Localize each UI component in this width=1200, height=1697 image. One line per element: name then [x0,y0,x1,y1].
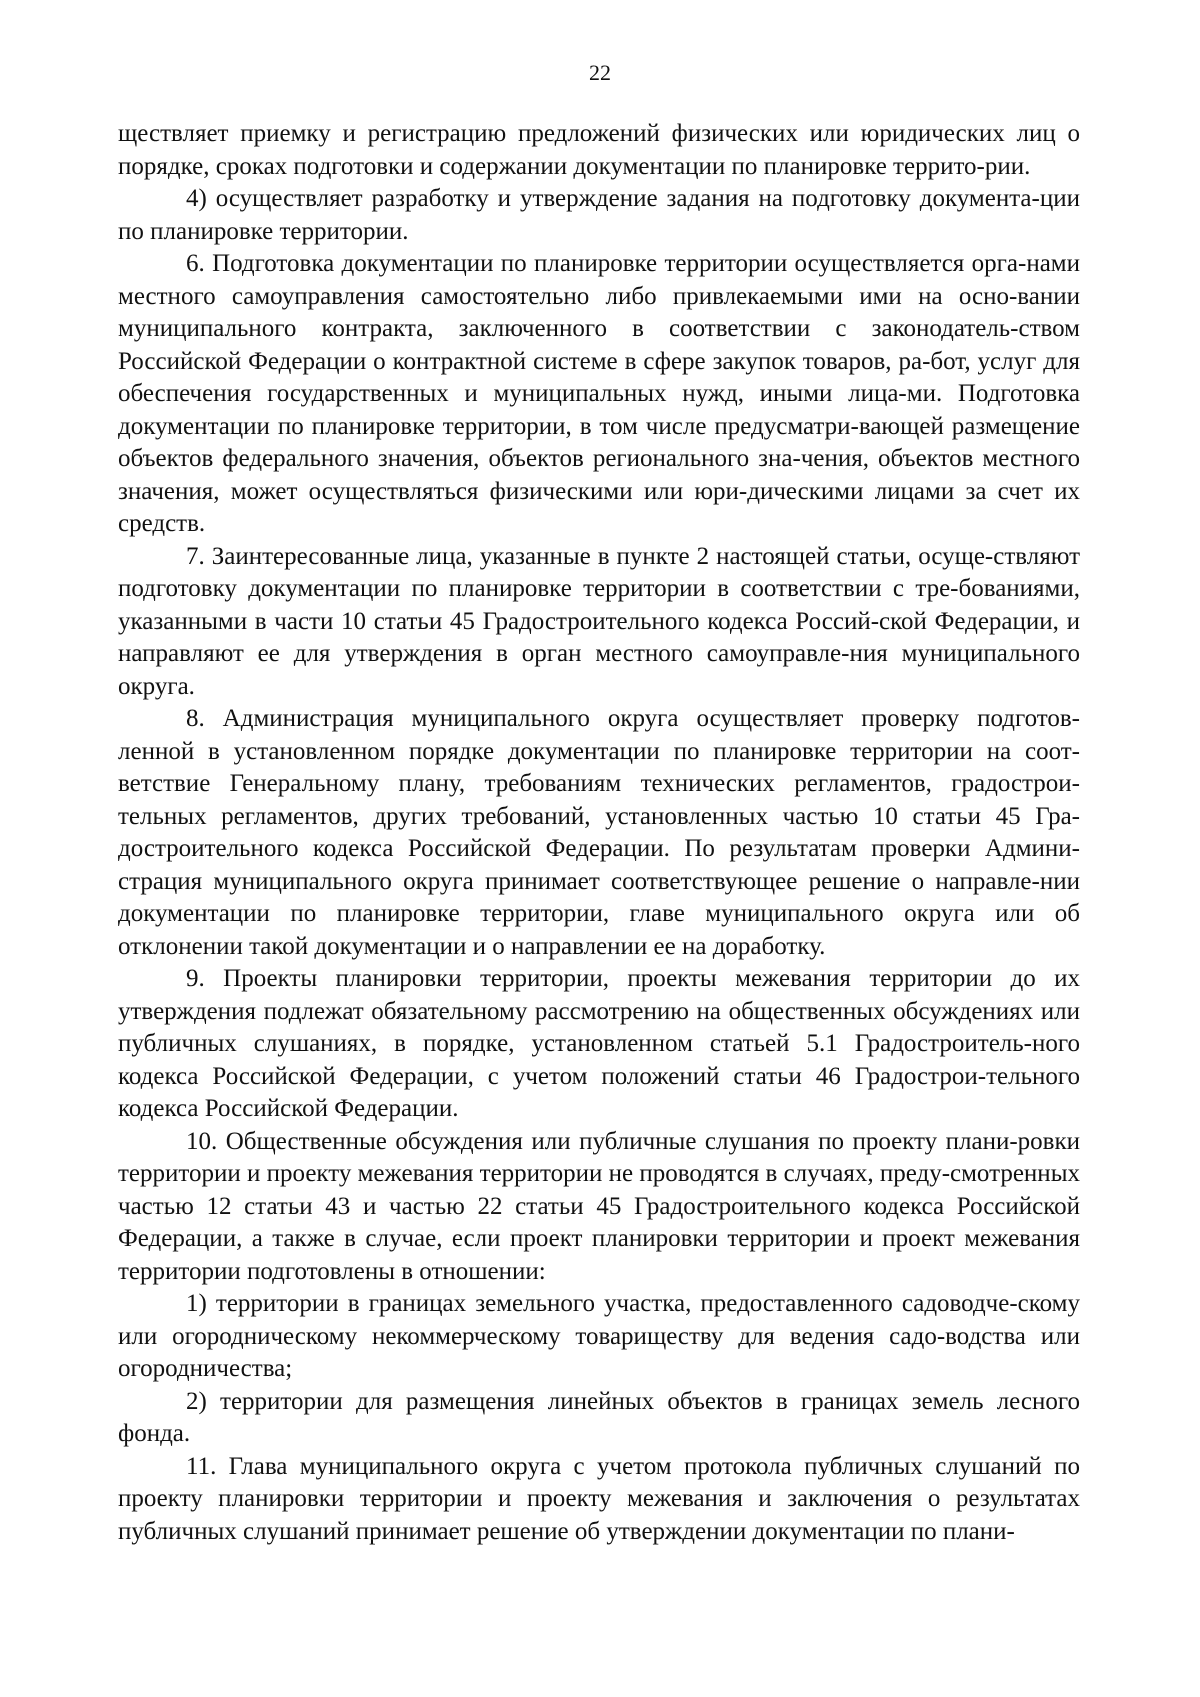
paragraph-7: 10. Общественные обсуждения или публичные слушания по проекту плани-ровки территории и проекту межевания территории не проводятся в случаях, преду-смотренных частью 12 статьи 43 и частью 22 статьи 45 Градостроительного кодекса Российской Федерации, а также в случае, если проект планировки территории и проект межевания территории подготовлены в отношении: [118,1127,1080,1285]
paragraph-1: ществляет приемку и регистрацию предложений физических или юридических лиц о порядке, сроках подготовки и содержании документации по планировке террито-рии. [118,120,1080,180]
paragraph-6: 9. Проекты планировки территории, проекты межевания территории до их утверждения подлежат обязательному рассмотрению на общественных обсуждениях или публичных слушаниях, в порядке, установленном статьей 5.1 Градостроитель-ного кодекса Российской Федерации, с учетом положений статьи 46 Градострои-тельного кодекса Российской Федерации. [118,965,1080,1122]
paragraph-10: 11. Глава муниципального округа с учетом протокола публичных слушаний по проекту планировки территории и проекту межевания и заключения о результатах публичных слушаний принимает решение об утверждении документации по плани- [118,1452,1080,1545]
paragraph-3: 6. Подготовка документации по планировке территории осуществляется орга-нами местного самоуправления самостоятельно либо привлекаемыми ими на осно-вании муниципального контракта, заключенного в соответствии с законодатель-ством Российской Федерации о контрактной системе в сфере закупок товаров, ра-бот, услуг для обеспечения государственных и муниципальных нужд, иными лица-ми. Подготовка документации по планировке территории, в том числе предусматри-вающей размещение объектов федерального значения, объектов регионального зна-чения, объектов местного значения, может осуществляться физическими или юри-дическими лицами за счет их средств. [118,250,1080,537]
page-number: 22 [589,60,611,85]
paragraph-8: 1) территории в границах земельного участка, предоставленного садоводче-скому или огородническому некоммерческому товариществу для ведения садо-водства или огородничества; [118,1290,1080,1382]
paragraph-9: 2) территории для размещения линейных объектов в границах земель лесного фонда. [118,1387,1080,1447]
paragraph-4: 7. Заинтересованные лица, указанные в пункте 2 настоящей статьи, осуще-ствляют подготовку документации по планировке территории в соответствии с тре-бованиями, указанными в части 10 статьи 45 Градостроительного кодекса Россий-ской Федерации, и направляют ее для утверждения в орган местного самоуправле-ния муниципального округа. [118,542,1080,700]
body-text [118,118,1080,1548]
paragraph-2: 4) осуществляет разработку и утверждение задания на подготовку документа-ции по планировке территории. [118,185,1080,245]
paragraph-5: 8. Администрация муниципального округа осуществляет проверку подготов-ленной в установленном порядке документации по планировке территории на соот-ветствие Генеральному плану, требованиям технических регламентов, градострои-тельных регламентов, других требований, установленных частью 10 статьи 45 Гра-достроительного кодекса Российской Федерации. По результатам проверки Админи-страция муниципального округа принимает соответствующее решение о направле-нии документации по планировке территории, главе муниципального округа или об отклонении такой документации и о направлении ее на доработку. [118,705,1080,960]
